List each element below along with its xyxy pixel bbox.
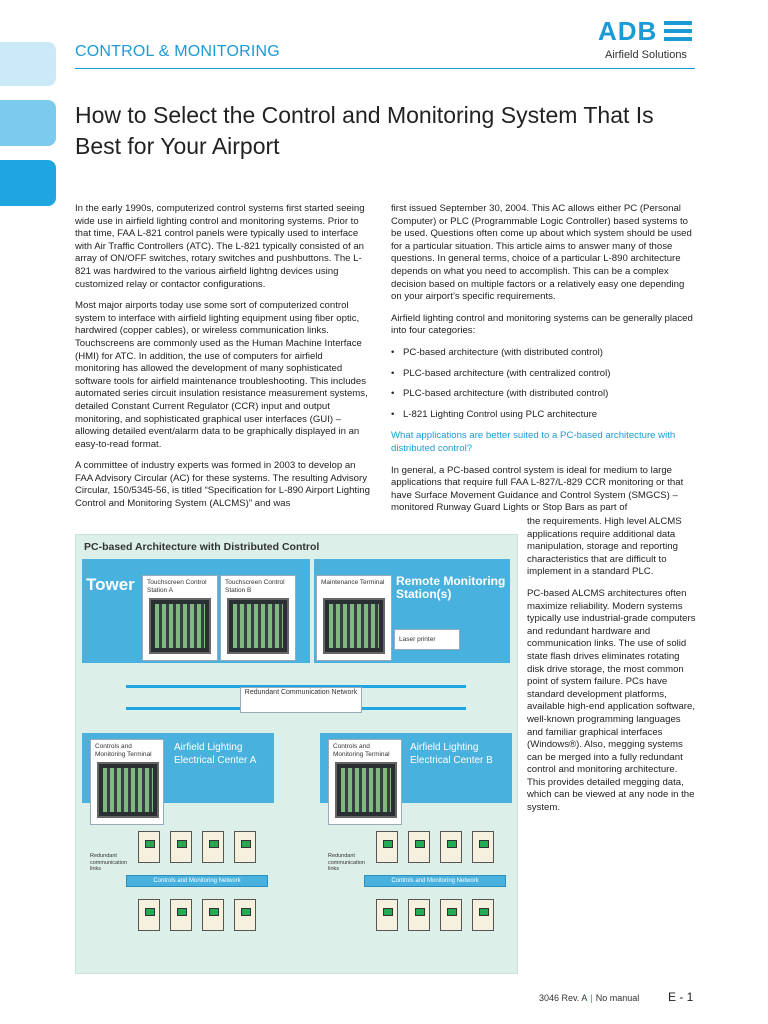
redundant-network-label: Redundant Communication Network bbox=[240, 687, 362, 713]
links-a-label: Redundant communication links bbox=[90, 853, 127, 872]
station-b-card bbox=[220, 575, 296, 661]
ccr-cabinet-icon bbox=[472, 899, 494, 931]
remote-label: Remote Monitoring Station(s) bbox=[396, 574, 506, 601]
list-item: • PLC-based architecture (with distributed control) bbox=[391, 388, 696, 401]
ccr-cabinet-icon bbox=[440, 899, 462, 931]
terminal-b-label: Controls and Monitoring Terminal bbox=[333, 743, 390, 758]
ccr-cabinet-icon bbox=[234, 899, 256, 931]
terminal-a-card bbox=[90, 739, 164, 825]
ccr-cabinet-icon bbox=[408, 831, 430, 863]
side-tab-3 bbox=[0, 160, 56, 206]
center-b-label: Airfield Lighting Electrical Center B bbox=[410, 742, 493, 766]
laser-printer: Laser printer bbox=[394, 629, 460, 650]
paragraph: Airfield lighting control and monitoring systems can be generally placed into four categories: bbox=[391, 312, 693, 337]
tower-label: Tower bbox=[86, 575, 135, 594]
footer-doc-info bbox=[539, 993, 639, 1003]
paragraph: first issued September 30, 2004. This AC allows either PC (Personal Computer) or PLC (Programmable Logic Controller) based systems to be used. Questions often come up about which system should be used for a particular situation. This article aims to answer many of those questions. In general terms, choice of a particular L-890 architecture depends on what you need to accomplish. This can be a complex decision based on multiple factors or a relatively easy one depending on your airport’s specific requirements. bbox=[391, 203, 692, 303]
ccr-cabinet-icon bbox=[234, 831, 256, 863]
list-item: • PLC-based architecture (with centralized control) bbox=[391, 368, 696, 381]
station-a-label: Touchscreen Control Station A bbox=[147, 579, 207, 594]
station-a-card bbox=[142, 575, 218, 661]
column-1 bbox=[75, 203, 370, 520]
ccr-cabinet-icon bbox=[408, 899, 430, 931]
ccr-cabinet-icon bbox=[472, 831, 494, 863]
maintenance-card bbox=[316, 575, 392, 661]
manual-label: No manual bbox=[595, 993, 640, 1003]
column-3 bbox=[527, 516, 697, 824]
doc-number: 3046 Rev. A bbox=[539, 993, 588, 1003]
logo-bars-icon bbox=[664, 21, 692, 45]
page-number: E - 1 bbox=[668, 990, 694, 1004]
terminal-b-card bbox=[328, 739, 402, 825]
architecture-diagram bbox=[75, 534, 518, 974]
cm-network-a: Controls and Monitoring Network bbox=[126, 875, 268, 887]
monitor-icon bbox=[323, 598, 385, 654]
ccr-cabinet-icon bbox=[202, 899, 224, 931]
logo-text: ADB bbox=[598, 16, 658, 46]
list-item: • PC-based architecture (with distributed control) bbox=[391, 347, 696, 360]
header-rule bbox=[75, 68, 695, 69]
station-b-label: Touchscreen Control Station B bbox=[225, 579, 285, 594]
category-list bbox=[391, 347, 696, 421]
ccr-cabinet-icon bbox=[376, 831, 398, 863]
footer-separator: | bbox=[590, 993, 593, 1003]
paragraph: In general, a PC-based control system is ideal for medium to large applications that require full FAA L-827/L-829 CCR monitoring or that have Surface Movement Guidance and Control System (SMGCS) –monitored Runway Guard Lights or Stop Bars as part of bbox=[391, 464, 684, 514]
monitor-icon bbox=[335, 762, 397, 818]
ccr-cabinet-icon bbox=[376, 899, 398, 931]
cm-network-b: Controls and Monitoring Network bbox=[364, 875, 506, 887]
paragraph: In the early 1990s, computerized control systems first started seeing wide use in airfield lighting control and monitoring systems. Prior to that time, FAA L-821 control panels were typically used to interface with Air Traffic Controllers (ATC). The L-821 typically consisted of an array of ON/OFF switches, rotary switches and pushbuttons. The L-821 was hardwired to the various airfield lightng devices using customized relay or contactor configurations. bbox=[75, 203, 365, 290]
subheading: What applications are better suited to a PC-based architecture with distributed control? bbox=[391, 430, 676, 454]
ccr-cabinet-icon bbox=[138, 899, 160, 931]
touchscreen-icon bbox=[149, 598, 211, 654]
ccr-cabinet-icon bbox=[138, 831, 160, 863]
ccr-cabinet-icon bbox=[440, 831, 462, 863]
logo-subtitle: Airfield Solutions bbox=[605, 49, 687, 61]
links-b-label: Redundant communication links bbox=[328, 853, 365, 872]
side-tab-2 bbox=[0, 100, 56, 146]
ccr-cabinet-icon bbox=[170, 831, 192, 863]
paragraph: A committee of industry experts was formed in 2003 to develop an FAA Advisory Circular (AC) for these systems. The resulting Advisory Circular, 150/5345-56, is titled “Specification for L-890 Airport Lighting Control and Monitoring System (ALCMS)” and was bbox=[75, 460, 370, 510]
monitor-icon bbox=[97, 762, 159, 818]
diagram-title: PC-based Architecture with Distributed Control bbox=[84, 541, 320, 553]
maintenance-label: Maintenance Terminal bbox=[321, 579, 385, 586]
article-title: How to Select the Control and Monitoring System That Is Best for Your Airport bbox=[75, 102, 654, 159]
ccr-cabinet-icon bbox=[170, 899, 192, 931]
terminal-a-label: Controls and Monitoring Terminal bbox=[95, 743, 152, 758]
paragraph: Most major airports today use some sort of computerized control system to interface with airfield lighting equipment using fiber optic, hardwired (copper cables), or wireless communication links. Touchscreens are commonly used as the Human Machine Interface (HMI) for ATC. In addition, the use of computers for airfield monitoring has allowed the development of many sophisticated software tools for airfield maintenance troubleshooting. This includes automated series circuit insulation resistance measurement systems, detailed Constant Current Regulator (CCR) input and output monitoring, and sophisticated graphical user interfaces (GUI) –allowing detailed event/alarm data to be graphically displayed in an easy-to-read format. bbox=[75, 300, 368, 450]
column-2 bbox=[391, 203, 696, 524]
list-item: • L-821 Lighting Control using PLC architecture bbox=[391, 409, 696, 422]
side-tab-1 bbox=[0, 42, 56, 86]
paragraph: PC-based ALCMS architectures often maximize reliability. Modern systems typically use industrial-grade computers and redundant hardware and communication links. The use of solid state flash drives eliminates rotating disk drive storage, the most common point of system failure. PCs have standard development platforms, available high-end application software, well-known programming languages and familiar graphical interfaces (Windows®). Also, megging systems can be merged into a fully redundant control and monitoring architecture. This provides detailed megging data, which can be viewed at any node in the system. bbox=[527, 587, 696, 814]
center-a-label: Airfield Lighting Electrical Center A bbox=[174, 742, 257, 766]
paragraph: the requirements. High level ALCMS applications require additional data manipulation, storage and reporting characteristics that are difficult to implement in a standard PLC. bbox=[527, 516, 682, 578]
section-heading: CONTROL & MONITORING bbox=[75, 43, 280, 60]
ccr-cabinet-icon bbox=[202, 831, 224, 863]
touchscreen-icon bbox=[227, 598, 289, 654]
